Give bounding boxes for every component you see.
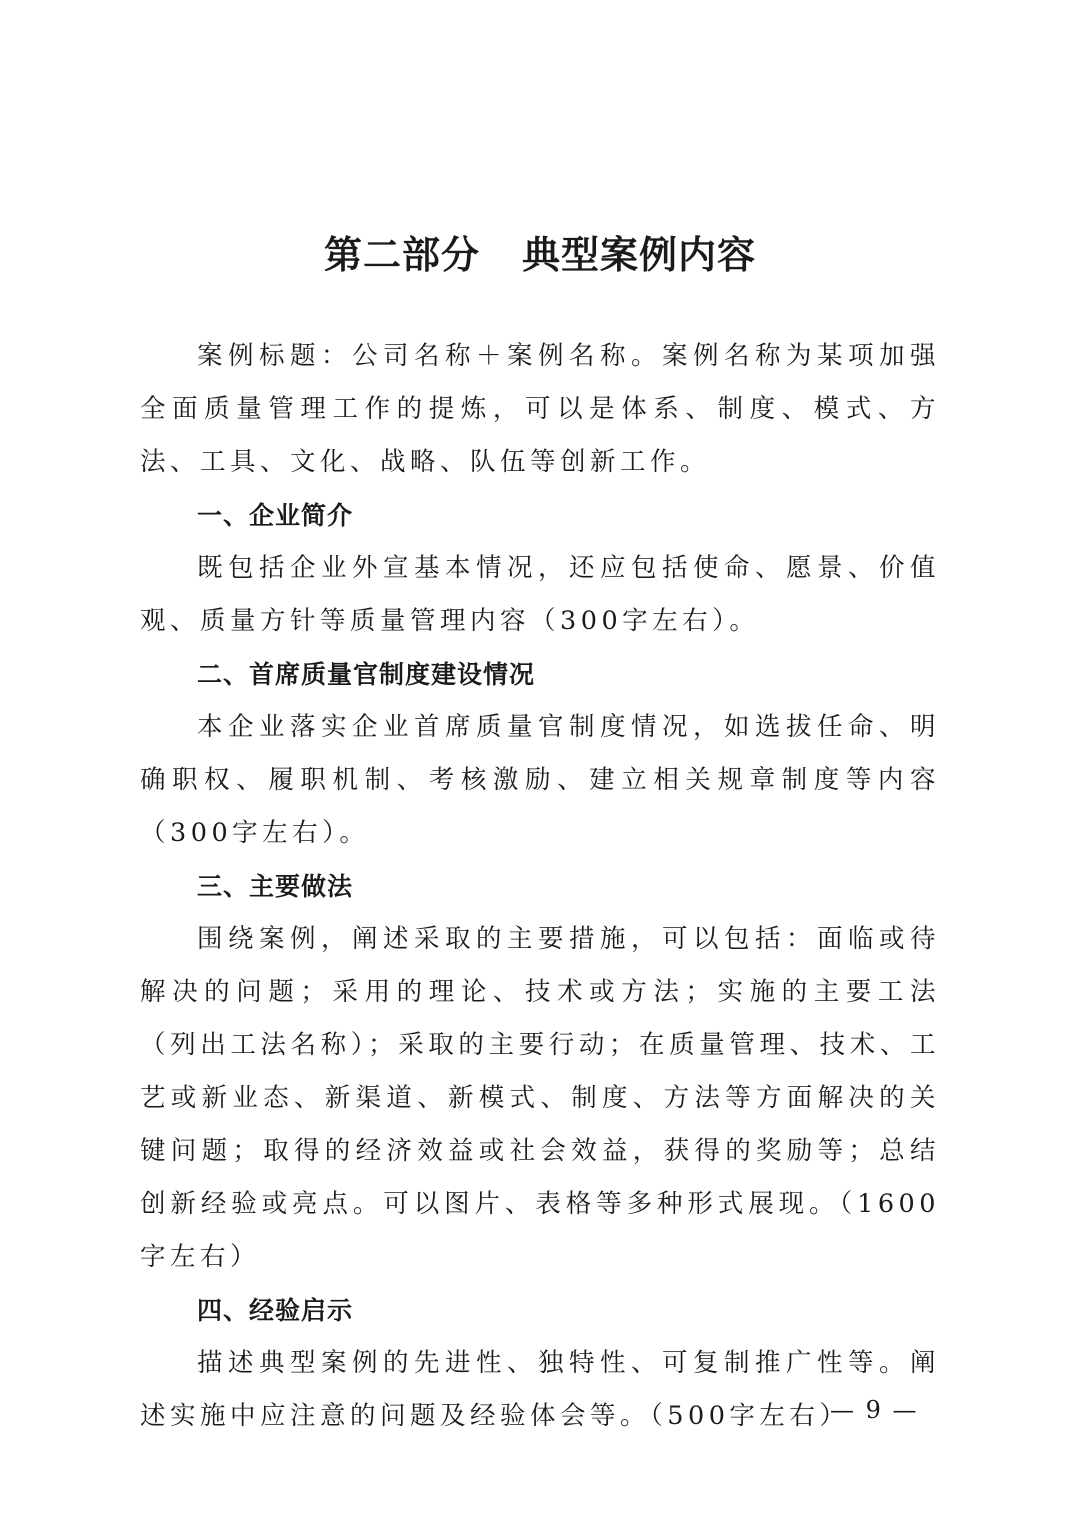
title-main: 典型案例内容 xyxy=(522,232,757,277)
page-number: — 9 — xyxy=(830,1396,919,1424)
section-body-chief-quality-officer: 本企业落实企业首席质量官制度情况，如选拔任命、明确职权、履职机制、考核激励、建立相关规章制度等内容（300字左右）。 xyxy=(140,712,940,848)
section-body-main-practices: 围绕案例，阐述采取的主要措施，可以包括：面临或待解决的问题；采用的理论、技术或方法；实施的主要工法（列出工法名称）；采取的主要行动；在质量管理、技术、工艺或新业态、新渠道、新模式、制度、方法等方面解决的关键问题；取得的经济效益或社会效益，获得的奖励等；总结创新经验或亮点。可以图片、表格等多种形式展现。（1600字左右） xyxy=(140,924,940,1272)
section-heading-lessons: 四、经验启示 xyxy=(197,1296,354,1325)
document-body xyxy=(140,330,940,1443)
section-body-lessons: 描述典型案例的先进性、独特性、可复制推广性等。阐述实施中应注意的问题及经验体会等。（500字左右） xyxy=(140,1348,940,1431)
section-body-company-profile: 既包括企业外宣基本情况，还应包括使命、愿景、价值观、质量方针等质量管理内容（300字左右）。 xyxy=(140,553,940,636)
section-heading-chief-quality-officer: 二、首席质量官制度建设情况 xyxy=(197,660,536,689)
page-title xyxy=(0,228,1080,282)
intro-paragraph: 案例标题：公司名称＋案例名称。案例名称为某项加强全面质量管理工作的提炼，可以是体系、制度、模式、方法、工具、文化、战略、队伍等创新工作。 xyxy=(140,341,940,477)
section-heading-main-practices: 三、主要做法 xyxy=(197,872,354,901)
title-part: 第二部分 xyxy=(323,232,480,277)
section-heading-company-profile: 一、企业简介 xyxy=(197,501,354,530)
